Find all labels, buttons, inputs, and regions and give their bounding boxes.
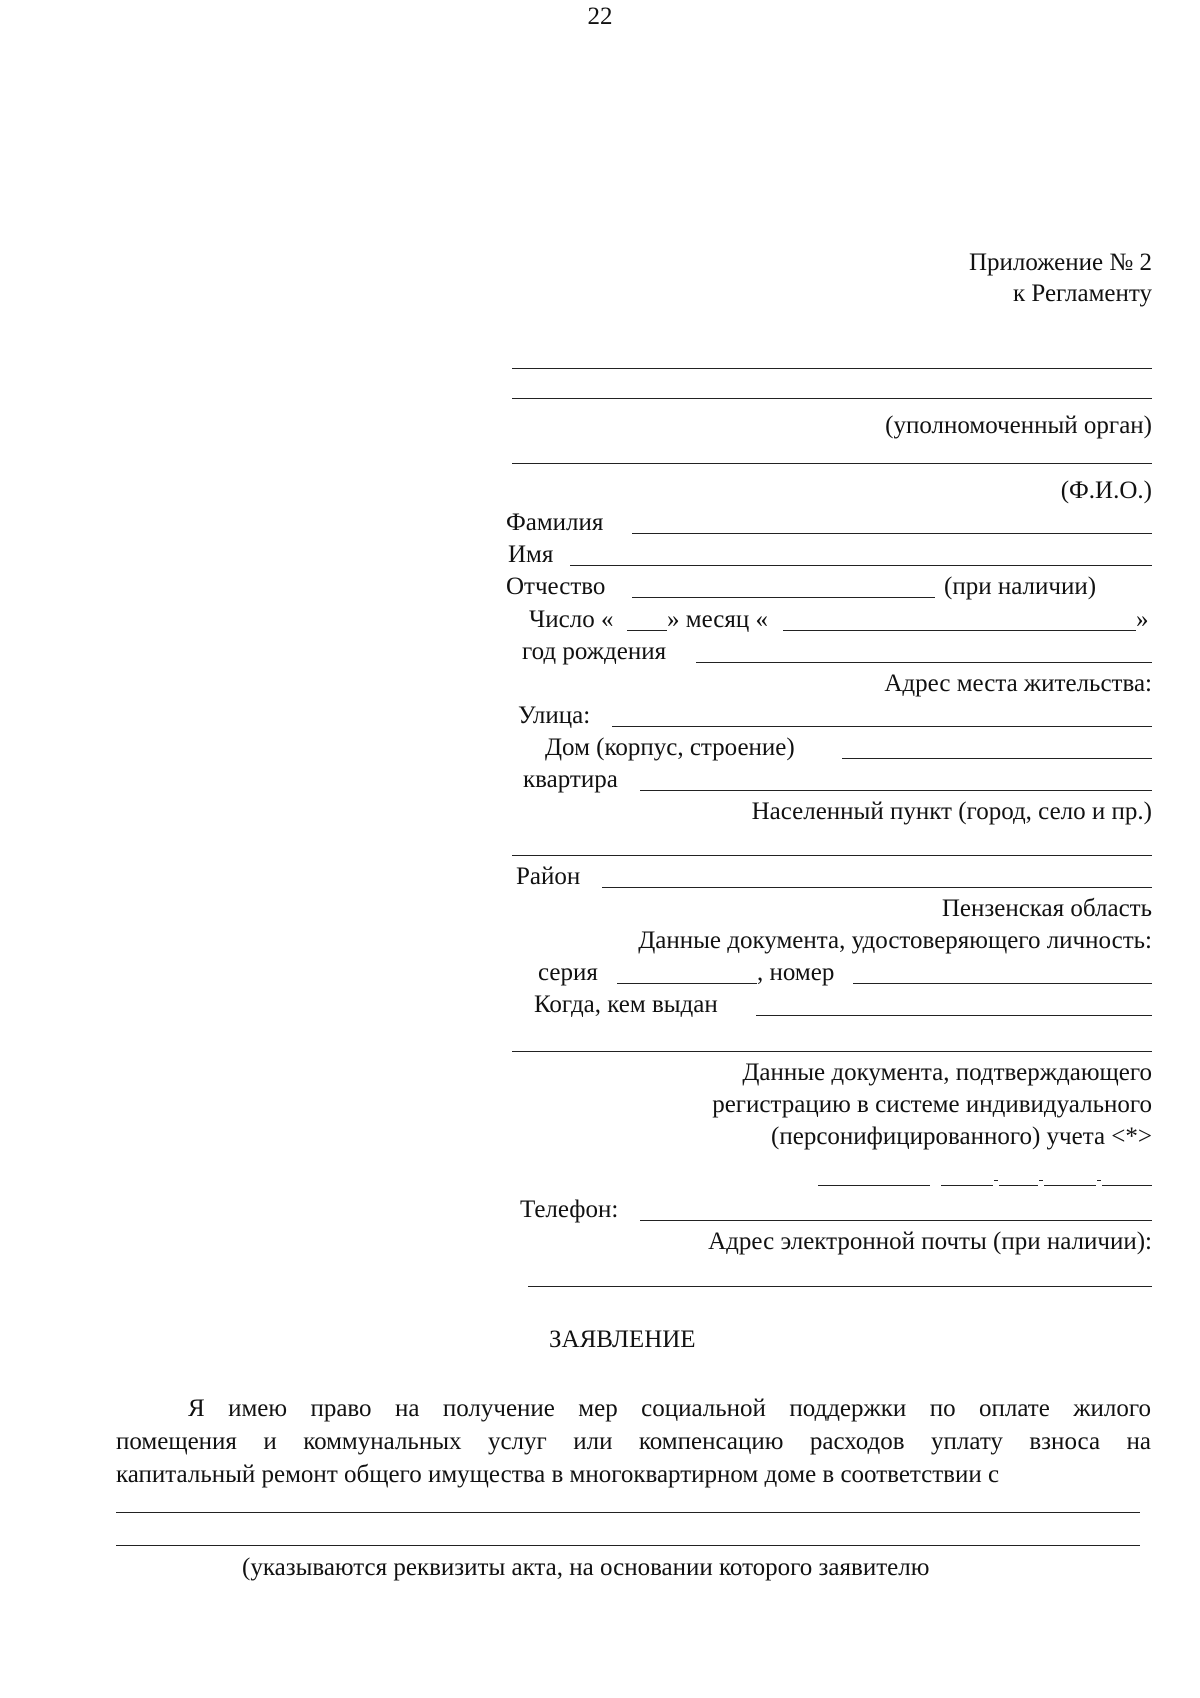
appendix-label: Приложение № 2 — [968, 249, 1152, 276]
birth-day-field[interactable] — [627, 630, 667, 631]
birth-day-label: Число « — [529, 606, 614, 633]
fio-caption: (Ф.И.О.) — [1060, 477, 1152, 504]
snils-part-4[interactable] — [1044, 1185, 1096, 1186]
act-details-note: (указываются реквизиты акта, на основании которого заявителю — [242, 1554, 930, 1581]
snils-dash-1 — [994, 1180, 998, 1181]
act-details-line-2[interactable] — [116, 1545, 1140, 1546]
residence-address-heading: Адрес места жительства: — [884, 670, 1152, 697]
statement-line-1: Я имею право на получение мер социальной поддержки по оплате жилого — [188, 1395, 1151, 1422]
phone-label: Телефон: — [520, 1196, 619, 1223]
region-label: Пензенская область — [941, 895, 1152, 922]
snils-dash-3 — [1097, 1180, 1101, 1181]
act-details-line-1[interactable] — [116, 1512, 1140, 1513]
birth-month-field[interactable] — [783, 630, 1136, 631]
street-label: Улица: — [518, 702, 591, 729]
apartment-label: квартира — [523, 766, 618, 793]
snils-part-2[interactable] — [941, 1185, 993, 1186]
statement-title: ЗАЯВЛЕНИЕ — [549, 1326, 696, 1353]
statement-line-3: капитальный ремонт общего имущества в многоквартирном доме в соответствии с — [116, 1461, 1000, 1488]
email-field[interactable] — [528, 1286, 1152, 1287]
authority-caption: (уполномоченный орган) — [885, 412, 1152, 439]
locality-label: Населенный пункт (город, село и пр.) — [751, 798, 1152, 825]
street-field[interactable] — [612, 726, 1152, 727]
birth-month-close-quote: » — [1136, 606, 1149, 633]
page-number: 22 — [587, 3, 613, 30]
id-document-heading: Данные документа, удостоверяющего личность: — [638, 927, 1152, 954]
registration-doc-line-2: регистрацию в системе индивидуального — [712, 1091, 1152, 1118]
house-field[interactable] — [842, 758, 1152, 759]
name-label: Имя — [508, 541, 554, 568]
registration-doc-line-1: Данные документа, подтверждающего — [742, 1059, 1152, 1086]
email-label: Адрес электронной почты (при наличии): — [708, 1228, 1152, 1255]
patronymic-label: Отчество — [506, 573, 606, 600]
snils-part-5[interactable] — [1102, 1185, 1152, 1186]
phone-field[interactable] — [640, 1220, 1152, 1221]
issued-label: Когда, кем выдан — [534, 991, 718, 1018]
issued-field-continued[interactable] — [512, 1051, 1152, 1052]
snils-part-3[interactable] — [999, 1185, 1038, 1186]
issued-field[interactable] — [756, 1015, 1152, 1016]
surname-field[interactable] — [632, 533, 1152, 534]
district-field[interactable] — [602, 887, 1152, 888]
district-label: Район — [516, 863, 581, 890]
number-label: , номер — [757, 959, 835, 986]
patronymic-optional-note: (при наличии) — [944, 573, 1097, 600]
surname-label: Фамилия — [506, 509, 604, 536]
name-field[interactable] — [570, 565, 1152, 566]
locality-field[interactable] — [512, 855, 1152, 856]
snils-dash-2 — [1039, 1180, 1043, 1181]
regulation-label: к Регламенту — [1012, 280, 1152, 307]
snils-part-1[interactable] — [818, 1185, 930, 1186]
birth-year-label: год рождения — [522, 638, 667, 665]
birth-month-label: » месяц « — [667, 606, 769, 633]
birth-year-field[interactable] — [696, 662, 1152, 663]
series-field[interactable] — [617, 983, 757, 984]
patronymic-field[interactable] — [632, 597, 935, 598]
fio-line[interactable] — [512, 463, 1152, 464]
series-label: серия — [538, 959, 598, 986]
registration-doc-line-3: (персонифицированного) учета <*> — [771, 1123, 1152, 1150]
statement-line-2: помещения и коммунальных услуг или компенсацию расходов уплату взноса на — [116, 1428, 1151, 1455]
number-field[interactable] — [853, 983, 1152, 984]
house-label: Дом (корпус, строение) — [545, 734, 795, 761]
apartment-field[interactable] — [640, 790, 1152, 791]
authority-line-2[interactable] — [512, 398, 1152, 399]
authority-line-1[interactable] — [512, 368, 1152, 369]
